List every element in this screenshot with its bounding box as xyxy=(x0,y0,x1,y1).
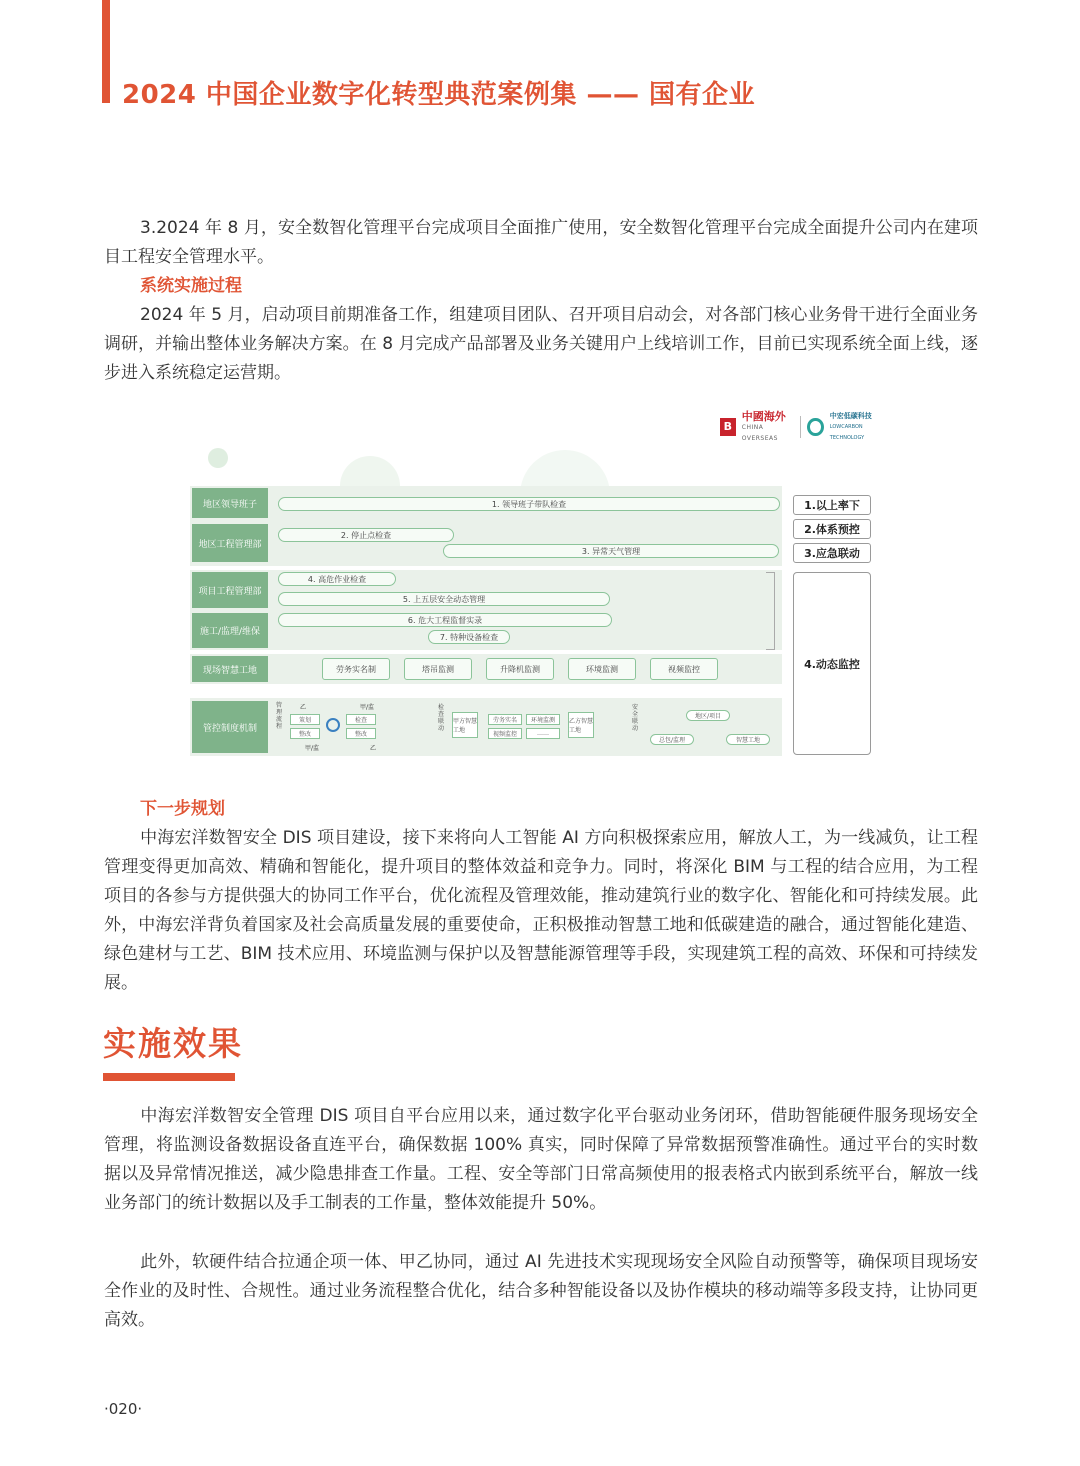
logo2-cn: 中宏低碳科技 xyxy=(829,411,872,420)
side-dynamic-monitoring: 4.动态监控 xyxy=(793,572,871,755)
side-emergency-linkage: 3.应急联动 xyxy=(793,543,871,563)
cell-labor-realname: 劳务实名制 xyxy=(322,658,390,680)
paragraph-next-steps xyxy=(104,824,978,998)
mech-yi-b: 乙 xyxy=(370,745,377,752)
side-lead-by-example: 1.以上率下 xyxy=(793,495,871,515)
mech-rectify-a: 整改 xyxy=(290,728,320,739)
pill-abnormal-weather: 3. 异常天气管理 xyxy=(443,544,779,558)
mech-smart-site: 智慧工地 xyxy=(726,734,770,745)
mech-contractor-supervisor: 总包/监理 xyxy=(650,734,694,745)
mech-contractor-smart-site: 乙方智慧工地 xyxy=(568,712,594,738)
mech-yi-a: 乙 xyxy=(300,704,307,711)
row-label-control-mechanism: 管控制度机制 xyxy=(192,701,268,753)
pill-floor-dynamic-management: 5. 上五层安全动态管理 xyxy=(278,592,610,606)
mech-owner-smart-site: 甲方智慧工地 xyxy=(452,712,478,738)
logo1-en: CHINA OVERSEAS xyxy=(741,423,778,442)
paragraph-implementation-text: 2024 年 5 月，启动项目前期准备工作，组建项目团队、召开项目启动会，对各部门核心业务骨干进行全面业务调研，并输出整体业务解决方案。在 8 月完成产品部署及业务关键用户上线培训工作，目前已实现系统全面上线，逐步进入系统稳定运营期。 xyxy=(104,305,978,383)
pill-high-risk-inspection: 4. 高危作业检查 xyxy=(278,572,396,586)
lowcarbon-logo-icon xyxy=(807,418,824,436)
mech-video: 视频监控 xyxy=(488,728,522,739)
mech-plan: 策划 xyxy=(290,714,320,725)
section-underline xyxy=(103,1073,235,1081)
mech-jia-jian-b: 甲/监 xyxy=(305,745,320,752)
partner-logos xyxy=(720,410,890,444)
mech-region-project: 地区/项目 xyxy=(686,710,730,721)
row-label-smart-site: 现场智慧工地 xyxy=(192,656,268,682)
cell-tower-crane: 塔吊监测 xyxy=(404,658,472,680)
safety-management-diagram xyxy=(190,410,890,765)
logo-divider xyxy=(800,416,801,438)
mech-check: 检查 xyxy=(346,714,376,725)
cell-video: 视频监控 xyxy=(650,658,718,680)
mech-jia-jian-a: 甲/监 xyxy=(360,704,375,711)
paragraph-results-1-text: 中海宏洋数智安全管理 DIS 项目自平台应用以来，通过数字化平台驱动业务闭环，借助智能硬件服务现场安全管理，将监测设备数据设备直连平台，确保数据 100% 真实，同时保障了异常数据预警准确性。通过平台的实时数据以及异常情况推送，减少隐患排查工作量。工程、安全等部门日常高频使用的报表格式内嵌到系统平台，解放一线业务部门的统计数据以及手工制表的工作量，整体效能提升 50%。 xyxy=(104,1106,978,1213)
mech-labor: 劳务实名 xyxy=(488,714,522,725)
row-label-region-engineering: 地区工程管理部 xyxy=(192,524,268,562)
paragraph-milestone-3-text: 3.2024 年 8 月，安全数智化管理平台完成项目全面推广使用，安全数智化管理平台完成全面提升公司内在建项目工程安全管理水平。 xyxy=(104,218,978,267)
cycle-icon xyxy=(326,718,340,732)
paragraph-results-1 xyxy=(104,1102,978,1218)
decorative-dot xyxy=(208,448,228,468)
row-label-project-engineering: 项目工程管理部 xyxy=(192,572,268,608)
logo2-en: LOWCARBON TECHNOLOGY xyxy=(829,423,865,441)
pill-major-works-record: 6. 危大工程监督实录 xyxy=(278,613,612,627)
cell-environment: 环境监测 xyxy=(568,658,636,680)
paragraph-implementation xyxy=(104,301,978,388)
header-accent-bar xyxy=(102,0,110,103)
mech-label-inspection-link: 检查联动 xyxy=(437,704,444,732)
paragraph-results-2-text: 此外，软硬件结合拉通企项一体、甲乙协同，通过 AI 先进技术实现现场安全风险自动预警等，确保项目现场安全作业的及时性、合规性。通过业务流程整合优化，结合多种智能设备以及协作模块的移动端等多段支持，让协同更高效。 xyxy=(104,1252,978,1330)
section-title-results: 实施效果 xyxy=(103,1024,243,1063)
china-overseas-logo-icon: B xyxy=(720,418,736,436)
pill-stop-point-inspection: 2. 停止点检查 xyxy=(278,528,454,542)
row-label-region-leadership: 地区领导班子 xyxy=(192,488,268,518)
mech-env: 环境监测 xyxy=(526,714,560,725)
subheading-implementation-process: 系统实施过程 xyxy=(140,276,242,296)
cell-elevator: 升降机监测 xyxy=(486,658,554,680)
row-label-construction: 施工/监理/维保 xyxy=(192,613,268,648)
mech-label-safety-link: 安全联动 xyxy=(631,704,638,732)
pill-leadership-inspection: 1. 领导班子带队检查 xyxy=(278,497,780,511)
bracket xyxy=(766,572,775,650)
subheading-next-steps: 下一步规划 xyxy=(140,799,225,819)
mech-more: …… xyxy=(526,728,560,739)
page-number: ·020· xyxy=(104,1400,143,1418)
pill-special-equipment: 7. 特种设备检查 xyxy=(428,630,510,644)
side-system-precontrol: 2.体系预控 xyxy=(793,519,871,539)
document-title: 2024 中国企业数字化转型典范案例集 —— 国有企业 xyxy=(122,80,756,110)
mech-rectify-b: 整改 xyxy=(346,728,376,739)
paragraph-next-steps-text: 中海宏洋数智安全 DIS 项目建设，接下来将向人工智能 AI 方向积极探索应用，解放人工，为一线减负，让工程管理变得更加高效、精确和智能化，提升项目的整体效益和竞争力。同时，将深化 BIM 与工程的结合应用，为工程项目的各参与方提供强大的协同工作平台，优化流程及管理效能，推动建筑行业的数字化、智能化和可持续发展。此外，中海宏洋背负着国家及社会高质量发展的重要使命，正积极推动智慧工地和低碳建造的融合，通过智能化建造、绿色建材与工艺、BIM 技术应用、环境监测与保护以及智慧能源管理等手段，实现建筑工程的高效、环保和可持续发展。 xyxy=(104,828,978,993)
mech-label-process: 管理流程 xyxy=(275,702,282,730)
paragraph-milestone-3 xyxy=(104,214,978,272)
logo1-cn: 中國海外 xyxy=(741,409,786,423)
paragraph-results-2 xyxy=(104,1248,978,1335)
